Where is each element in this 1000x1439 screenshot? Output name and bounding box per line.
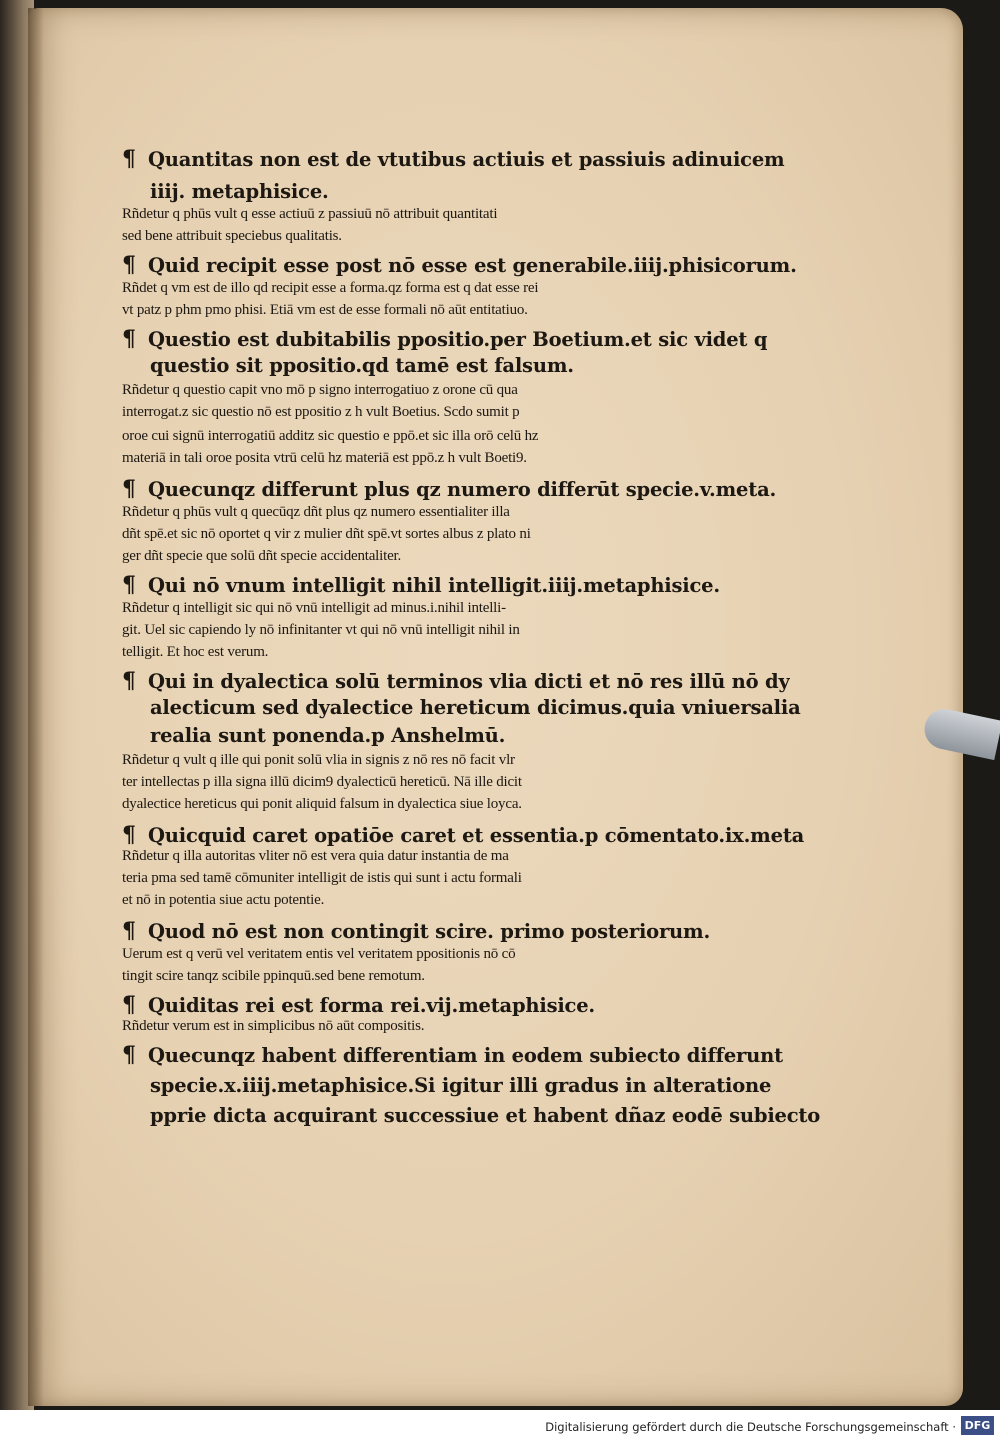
question-text-line [150,354,574,377]
answer-text-line [122,206,497,223]
line-text: Rñdetur q questio capit vno mō p signo interrogatiuo z orone cū qua [122,382,518,398]
question-text-line [122,146,785,172]
line-text: Quecunqz differunt plus qz numero differūt specie.v.meta. [148,478,777,501]
pilcrow-mark: ¶ [122,992,136,1018]
line-text: ger dñt specie que solū dñt specie accidentaliter. [122,548,402,564]
line-text: Quecunqz habent differentiam in eodem subiecto differunt [148,1044,783,1067]
pilcrow-mark: ¶ [122,918,136,944]
line-text: Uerum est q verū vel veritatem entis vel veritatem ppositionis nō cō [122,946,516,962]
line-text: sed bene attribuit speciebus qualitatis. [122,228,342,244]
line-text: questio sit ppositio.qd tamē est falsum. [150,354,574,377]
answer-text-line [122,892,324,909]
line-text: Questio est dubitabilis ppositio.per Boetium.et sic videt q [148,328,768,351]
answer-text-line [122,946,515,963]
line-text: Quid recipit esse post nō esse est generabile.iiij.phisicorum. [148,254,797,277]
line-text: Qui in dyalectica solū terminos vlia dicti et nō res illū nō dy [148,670,790,693]
line-text: Rñdetur q illa autoritas vliter nō est vera quia datur instantia de ma [122,848,509,864]
line-text: Rñdetur verum est in simplicibus nō aūt compositis. [122,1018,425,1034]
footer-bar [0,1410,1000,1439]
answer-text-line [122,848,509,865]
question-text-line [122,668,790,694]
line-text: et nō in potentia siue actu potentie. [122,892,325,908]
line-text: git. Uel sic capiendo ly nō infinitanter vt qui nō vnū intelligit nihil in [122,622,520,638]
line-text: realia sunt ponenda.p Anshelmū. [150,724,506,747]
answer-text-line [122,968,425,985]
pilcrow-mark: ¶ [122,252,136,278]
line-text: Rñdet q vm est de illo qd recipit esse a forma.qz forma est q dat esse rei [122,280,539,296]
pilcrow-mark: ¶ [122,1042,136,1068]
line-text: telligit. Et hoc est verum. [122,644,269,660]
question-text-line [150,1074,771,1097]
answer-text-line [122,382,518,399]
line-text: Quiditas rei est forma rei.vij.metaphisice. [148,994,596,1017]
answer-text-line [122,504,510,521]
question-text-line [150,696,801,719]
line-text: Rñdetur q vult q ille qui ponit solū vlia in signis z nō res nō facit vlr [122,752,515,768]
pilcrow-mark: ¶ [122,822,136,848]
line-text: Quicquid caret opatiōe caret et essentia.p cōmentato.ix.meta [148,824,805,847]
answer-text-line [122,450,527,467]
line-text: specie.x.iiij.metaphisice.Si igitur illi gradus in alteratione [150,1074,772,1097]
line-text: Rñdetur q intelligit sic qui nō vnū intelligit ad minus.i.nihil intelli- [122,600,506,616]
answer-text-line [122,644,268,661]
question-text-line [150,1104,820,1127]
line-text: ter intellectas p illa signa illū dicim9 dyalecticū hereticū. Nā ille dicit [122,774,522,790]
answer-text-line [122,526,531,543]
line-text: pprie dicta acquirant successiue et habent dñaz eodē subiecto [150,1104,821,1127]
question-text-line [122,918,710,944]
line-text: iiij. metaphisice. [150,180,329,203]
pilcrow-mark: ¶ [122,326,136,352]
line-text: vt patz p phm pmo phisi. Etiā vm est de esse formali nō aūt entitatiuo. [122,302,528,318]
answer-text-line [122,1018,424,1035]
line-text: tingit scire tanqz scibile ppinquū.sed bene remotum. [122,968,425,984]
line-text: dñt spē.et sic nō oportet q vir z mulier dñt spē.vt sortes albus z plato ni [122,526,531,542]
answer-text-line [122,774,522,791]
dfg-logo-icon: DFG [961,1416,994,1435]
line-text: Rñdetur q phūs vult q esse actiuū z passiuū nō attribuit quantitati [122,206,498,222]
line-text: alecticum sed dyalectice hereticum dicimus.quia vniuersalia [150,696,801,719]
pilcrow-mark: ¶ [122,146,136,172]
question-text-line [122,992,595,1018]
line-text: dyalectice hereticus qui ponit aliquid falsum in dyalectica siue loyca. [122,796,522,812]
answer-text-line [122,752,515,769]
line-text: materiā in tali oroe posita vtrū celū hz materiā est ppō.z h vult Boeti9. [122,450,527,466]
answer-text-line [122,404,519,421]
line-text: Rñdetur q phūs vult q quecūqz dñt plus qz numero essentialiter illa [122,504,510,520]
question-text-line [122,252,797,278]
pilcrow-mark: ¶ [122,668,136,694]
question-text-line [122,476,776,502]
pilcrow-mark: ¶ [122,572,136,598]
line-text: Quantitas non est de vtutibus actiuis et passiuis adinuicem [148,148,785,171]
answer-text-line [122,600,506,617]
question-text-line [122,326,767,352]
answer-text-line [122,302,528,319]
question-text-line [122,822,804,848]
line-text: Quod nō est non contingit scire. primo posteriorum. [148,920,711,943]
answer-text-line [122,428,538,445]
answer-text-line [122,280,538,297]
question-text-line [122,572,720,598]
answer-text-line [122,548,401,565]
line-text: Qui nō vnum intelligit nihil intelligit.iiij.metaphisice. [148,574,720,597]
answer-text-line [122,622,520,639]
answer-text-line [122,228,342,245]
answer-text-line [122,796,522,813]
line-text: interrogat.z sic questio nō est ppositio z h vult Boetius. Scdo sumit p [122,404,520,420]
question-text-line [150,180,329,203]
pilcrow-mark: ¶ [122,476,136,502]
answer-text-line [122,870,522,887]
line-text: teria pma sed tamē cōmuniter intelligit de istis qui sunt i actu formali [122,870,522,886]
line-text: oroe cui signū interrogatiū additz sic questio e ppō.et sic illa orō celū hz [122,428,539,444]
page-gutter-shadow [28,8,44,1406]
question-text-line [122,1042,783,1068]
question-text-line [150,724,505,747]
funding-credit: Digitalisierung gefördert durch die Deutsche Forschungsgemeinschaft · [545,1420,956,1434]
